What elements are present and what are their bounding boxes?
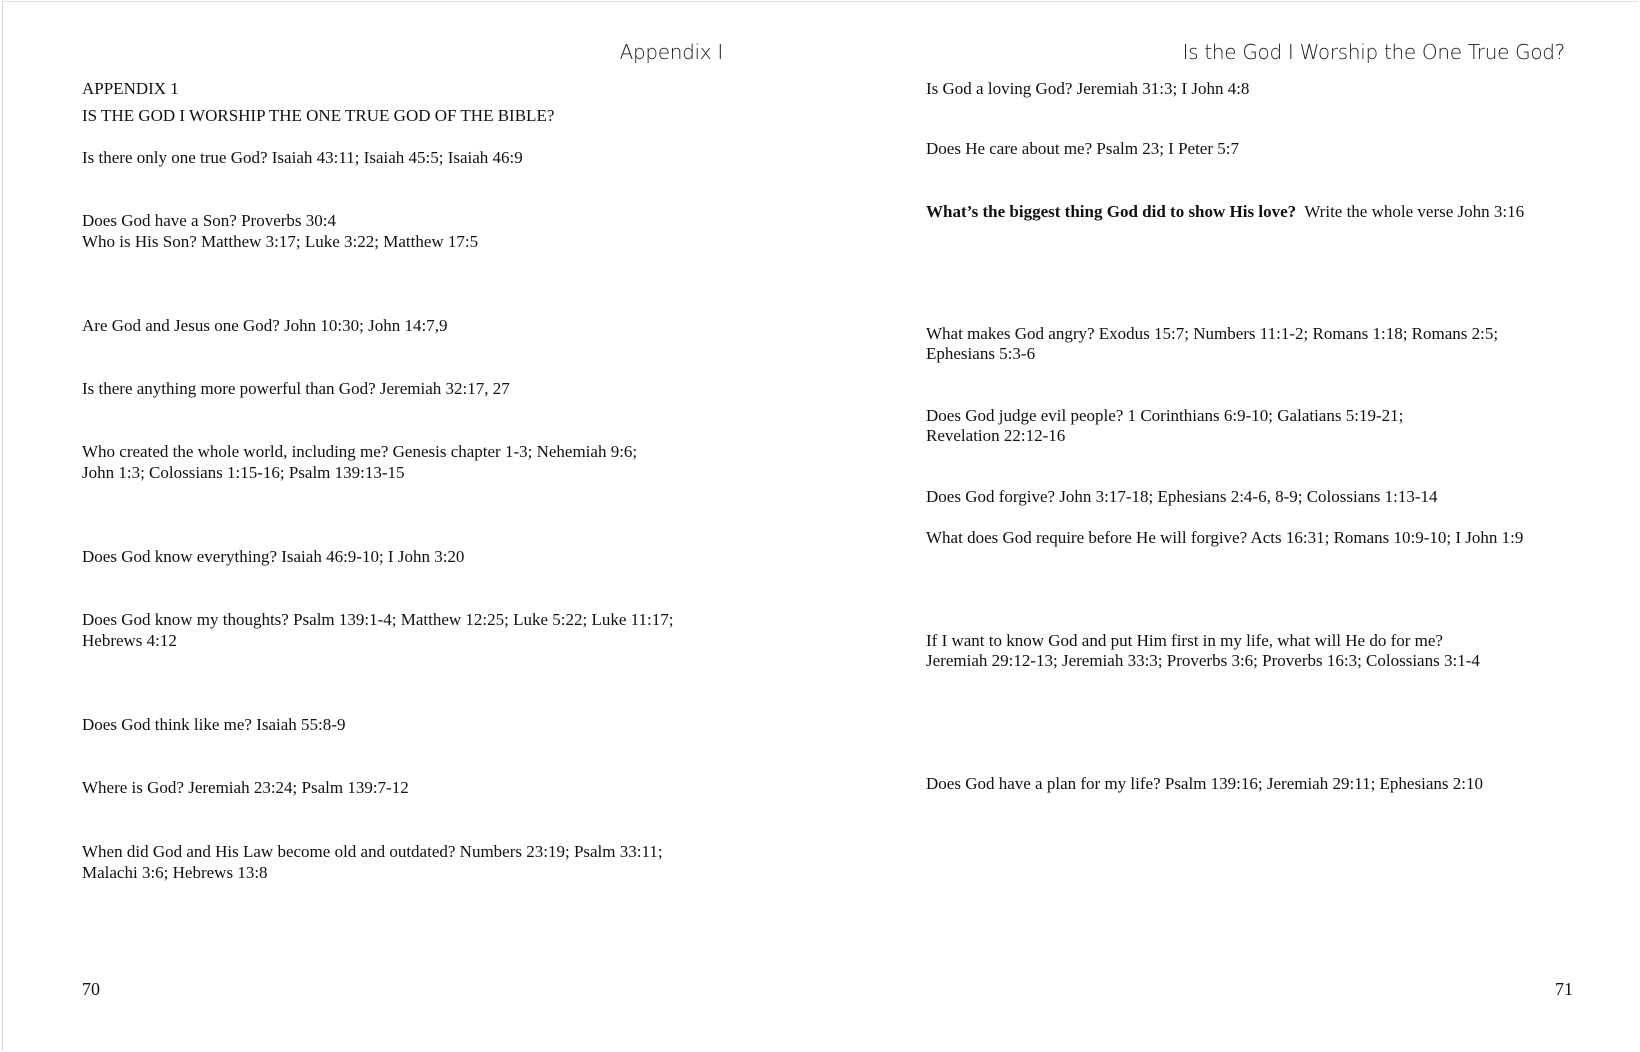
question-line: Ephesians 5:3-6	[926, 344, 1036, 363]
question-line: Jeremiah 29:12-13; Jeremiah 33:3; Proverbs 3:6; Proverbs 16:3; Colossians 3:1-4	[926, 651, 1480, 670]
question-line: Does God think like me? Isaiah 55:8-9	[82, 715, 346, 734]
question-line: Is God a loving God? Jeremiah 31:3; I John 4:8	[926, 79, 1250, 98]
question-line: Malachi 3:6; Hebrews 13:8	[82, 863, 268, 882]
question-line: Are God and Jesus one God? John 10:30; John 14:7,9	[82, 316, 448, 335]
question-line: Does God have a Son? Proverbs 30:4	[82, 211, 337, 230]
question-instruction: Write the whole verse John 3:16	[1296, 202, 1525, 221]
page-number-right: 71	[1555, 979, 1573, 999]
left-page	[3, 2, 823, 1050]
question-line: What makes God angry? Exodus 15:7; Numbers 11:1-2; Romans 1:18; Romans 2:5;	[926, 324, 1499, 343]
question-line: Where is God? Jeremiah 23:24; Psalm 139:7-12	[82, 778, 409, 797]
question-line: What does God require before He will forgive? Acts 16:31; Romans 10:9-10; I John 1:9	[926, 528, 1524, 547]
question-line: Does God know my thoughts? Psalm 139:1-4; Matthew 12:25; Luke 5:22; Luke 11:17;	[82, 610, 674, 629]
question-line: Is there anything more powerful than God? Jeremiah 32:17, 27	[82, 379, 510, 398]
question-line: Revelation 22:12-16	[926, 426, 1066, 445]
question-line: Does God have a plan for my life? Psalm 139:16; Jeremiah 29:11; Ephesians 2:10	[926, 774, 1483, 793]
question-line: Does God judge evil people? 1 Corinthians 6:9-10; Galatians 5:19-21;	[926, 406, 1404, 425]
appendix-title: IS THE GOD I WORSHIP THE ONE TRUE GOD OF THE BIBLE?	[82, 106, 555, 125]
question-line: If I want to know God and put Him first in my life, what will He do for me?	[926, 631, 1443, 650]
page-number-left: 70	[82, 979, 100, 999]
question-line: When did God and His Law become old and outdated? Numbers 23:19; Psalm 33:11;	[82, 842, 663, 861]
question-line: Does He care about me? Psalm 23; I Peter 5:7	[926, 139, 1239, 158]
question-line: Is there only one true God? Isaiah 43:11; Isaiah 45:5; Isaiah 46:9	[82, 148, 523, 167]
running-head-left: Appendix I	[619, 40, 723, 64]
question-line: Does God know everything? Isaiah 46:9-10; I John 3:20	[82, 547, 465, 566]
question-bold-text: What’s the biggest thing God did to show His love?	[926, 202, 1297, 221]
right-page	[823, 2, 1639, 1050]
question-line: John 1:3; Colossians 1:15-16; Psalm 139:13-15	[82, 463, 405, 482]
question-line: Who created the whole world, including me? Genesis chapter 1-3; Nehemiah 9:6;	[82, 442, 638, 461]
appendix-label: APPENDIX 1	[82, 79, 179, 98]
question-line: Who is His Son? Matthew 3:17; Luke 3:22; Matthew 17:5	[82, 232, 479, 251]
question-line: Does God forgive? John 3:17-18; Ephesians 2:4-6, 8-9; Colossians 1:13-14	[926, 487, 1438, 506]
book-spread	[2, 1, 1638, 1050]
running-head-right: Is the God I Worship the One True God?	[1182, 40, 1565, 64]
question-line: Hebrews 4:12	[82, 631, 177, 650]
question-line	[926, 201, 1524, 222]
